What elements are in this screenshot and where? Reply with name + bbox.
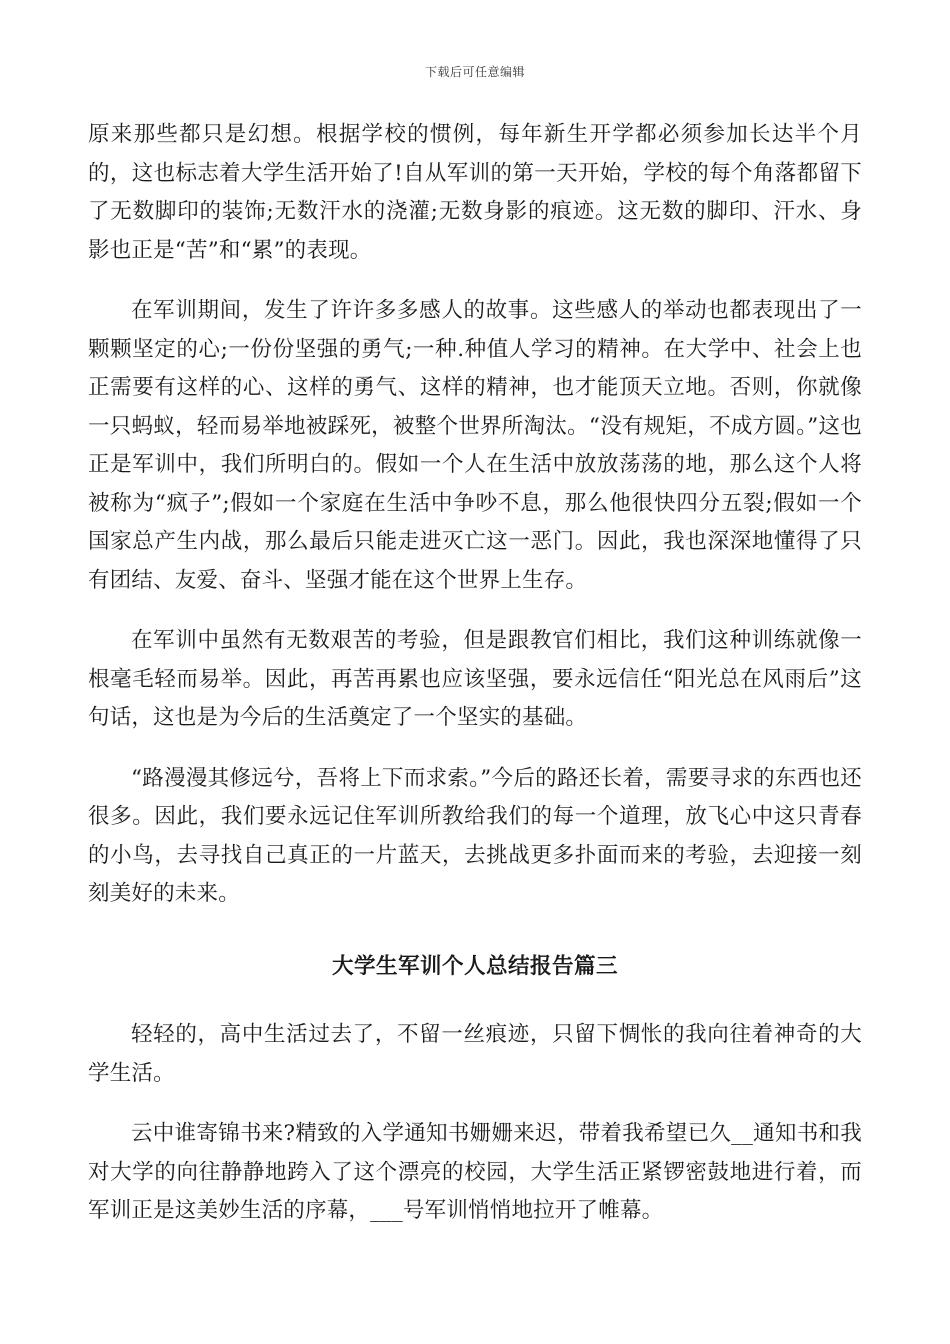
paragraph-future-road: “路漫漫其修远兮，吾将上下而求索。”今后的路还长着，需要寻求的东西也还很多。因此，我们要永远记住军训所教给我们的每一个道理，放飞心中这只青春的小鸟，去寻找自己真正的一片蓝天，去挑战更多扑面而来的考验，去迎接一刻刻美好的未来。 [88,765,862,906]
paragraph-military-training-stories: 在军训期间，发生了许许多多感人的故事。这些感人的举动也都表现出了一颗颗坚定的心;一份份坚强的勇气;一种.种值人学习的精神。在大学中、社会上也正需要有这样的心、这样的勇气、这样的精神，也才能顶天立地。否则，你就像一只蚂蚁，轻而易举地被踩死，被整个世界所淘汰。“没有规矩，不成方圆。”这也正是军训中，我们所明白的。假如一个人在生活中放放荡荡的地，那么这个人将被称为“疯子”;假如一个家庭在生活中争吵不息，那么他很快四分五裂;假如一个国家总产生内战，那么最后只能走进灭亡这一恶门。因此，我也深深地懂得了只有团结、友爱、奋斗、坚强才能在这个世界上生存。 [88,298,862,593]
paragraph-admission-letter: 云中谁寄锦书来?精致的入学通知书姗姗来迟，带着我希望已久__通知书和我对大学的向往静静地跨入了这个漂亮的校园，大学生活正紧锣密鼓地进行着，而军训正是这美妙生活的序幕，___号军训悄悄地拉开了帷幕。 [88,1121,862,1223]
paragraph-hardship: 在军训中虽然有无数艰苦的考验，但是跟教官们相比，我们这种训练就像一根毫毛轻而易举。因此，再苦再累也应该坚强，要永远信任“阳光总在风雨后”这句话，这也是为今后的生活奠定了一个坚实的基础。 [88,628,862,730]
document-body [88,116,862,1231]
page-header: 下载后可任意编辑 [424,65,525,79]
section-title: 大学生军训个人总结报告篇三 [331,953,618,979]
paragraph-high-school-passed: 轻轻的，高中生活过去了，不留一丝痕迹，只留下惆怅的我向往着神奇的大学生活。 [88,1022,862,1086]
paragraph-continued: 原来那些都只是幻想。根据学校的惯例，每年新生开学都必须参加长达半个月的，这也标志着大学生活开始了!自从军训的第一天开始，学校的每个角落都留下了无数脚印的装饰;无数汗水的浇灌;无数身影的痕迹。这无数的脚印、汗水、身影也正是“苦”和“累”的表现。 [88,122,862,263]
